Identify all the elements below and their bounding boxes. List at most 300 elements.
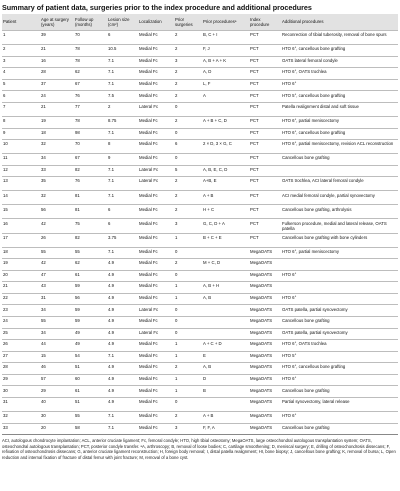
additional-procedures-cell: HTO 6°, partial meniscectomy xyxy=(281,116,398,128)
prior-procedures-cell: B xyxy=(202,386,249,398)
prior-procedures-cell: A + B xyxy=(202,191,249,205)
lesion-size-cell: 4.9 xyxy=(107,316,138,328)
localization-cell: Medial Fc xyxy=(138,205,174,219)
prior-surgeries-cell: 1 xyxy=(174,386,202,398)
age-cell: 42 xyxy=(40,259,74,271)
column-header: Prior proceduresᵃ xyxy=(202,14,249,31)
table-body xyxy=(2,31,398,435)
age-cell: 32 xyxy=(40,191,74,205)
prior-procedures-cell: F, J xyxy=(202,45,249,57)
index-procedure-cell: PCT xyxy=(249,233,281,247)
table-row xyxy=(2,247,398,259)
prior-surgeries-cell: 2 xyxy=(174,68,202,80)
age-cell: 20 xyxy=(40,423,74,434)
age-cell: 42 xyxy=(40,219,74,233)
follow-up-cell: 60 xyxy=(74,374,107,386)
additional-procedures-cell: HTO 5° xyxy=(281,351,398,363)
lesion-size-cell: 7.1 xyxy=(107,423,138,434)
prior-procedures-cell xyxy=(202,397,249,411)
index-procedure-cell: MegaOATS xyxy=(249,397,281,411)
follow-up-cell: 82 xyxy=(74,233,107,247)
follow-up-cell: 62 xyxy=(74,68,107,80)
prior-procedures-cell: B + C + E xyxy=(202,233,249,247)
index-procedure-cell: PCT xyxy=(249,128,281,140)
column-header: Prior surgeries xyxy=(174,14,202,31)
follow-up-cell: 81 xyxy=(74,205,107,219)
age-cell: 32 xyxy=(40,140,74,154)
patient-cell: 25 xyxy=(2,328,40,340)
patient-cell: 16 xyxy=(2,219,40,233)
additional-procedures-cell xyxy=(281,165,398,177)
prior-surgeries-cell: 1 xyxy=(174,282,202,294)
follow-up-cell: 55 xyxy=(74,247,107,259)
localization-cell: Medial Fc xyxy=(138,247,174,259)
table-row xyxy=(2,328,398,340)
lesion-size-cell: 4.9 xyxy=(107,270,138,282)
prior-surgeries-cell: 2 xyxy=(174,411,202,423)
localization-cell: Medial Fc xyxy=(138,140,174,154)
additional-procedures-cell: Cancellous bone grafting, arthrolysis xyxy=(281,205,398,219)
header-row xyxy=(2,14,398,31)
table-row xyxy=(2,305,398,317)
follow-up-cell: 70 xyxy=(74,31,107,45)
prior-surgeries-cell: 1 xyxy=(174,374,202,386)
lesion-size-cell: 6 xyxy=(107,205,138,219)
patient-cell: 3 xyxy=(2,56,40,68)
index-procedure-cell: PCT xyxy=(249,140,281,154)
lesion-size-cell: 4.9 xyxy=(107,340,138,352)
follow-up-cell: 55 xyxy=(74,411,107,423)
prior-procedures-cell: E xyxy=(202,351,249,363)
prior-surgeries-cell: 2 xyxy=(174,191,202,205)
index-procedure-cell: MegaOATS xyxy=(249,282,281,294)
index-procedure-cell: PCT xyxy=(249,91,281,103)
age-cell: 21 xyxy=(40,102,74,116)
additional-procedures-cell: HTO 6° xyxy=(281,270,398,282)
patient-cell: 22 xyxy=(2,293,40,305)
prior-procedures-cell: A, B xyxy=(202,293,249,305)
table-row xyxy=(2,386,398,398)
age-cell: 28 xyxy=(40,68,74,80)
lesion-size-cell: 4.9 xyxy=(107,282,138,294)
table-row xyxy=(2,116,398,128)
follow-up-cell: 49 xyxy=(74,340,107,352)
table-row xyxy=(2,177,398,191)
follow-up-cell: 59 xyxy=(74,316,107,328)
follow-up-cell: 49 xyxy=(74,328,107,340)
prior-surgeries-cell: 2 xyxy=(174,205,202,219)
localization-cell: Lateral Fc xyxy=(138,177,174,191)
localization-cell: Lateral Fc xyxy=(138,165,174,177)
prior-procedures-cell xyxy=(202,154,249,166)
localization-cell: Medial Fc xyxy=(138,351,174,363)
table-row xyxy=(2,233,398,247)
lesion-size-cell: 7.1 xyxy=(107,351,138,363)
age-cell: 19 xyxy=(40,116,74,128)
patient-cell: 18 xyxy=(2,247,40,259)
follow-up-cell: 76 xyxy=(74,91,107,103)
prior-surgeries-cell: 0 xyxy=(174,154,202,166)
index-procedure-cell: PCT xyxy=(249,191,281,205)
additional-procedures-cell: Patella realignment distal and soft tissue xyxy=(281,102,398,116)
lesion-size-cell: 7.1 xyxy=(107,128,138,140)
localization-cell: Medial Fc xyxy=(138,363,174,375)
patient-cell: 13 xyxy=(2,177,40,191)
lesion-size-cell: 4.9 xyxy=(107,374,138,386)
localization-cell: Medial Fc xyxy=(138,293,174,305)
additional-procedures-cell: Cancellous bone grafting xyxy=(281,423,398,434)
column-header: Localization xyxy=(138,14,174,31)
patient-cell: 11 xyxy=(2,154,40,166)
additional-procedures-cell: HTO 5°, cancellous bone grafting xyxy=(281,91,398,103)
column-header: Lesion size (cm²) xyxy=(107,14,138,31)
index-procedure-cell: PCT xyxy=(249,45,281,57)
lesion-size-cell: 10.5 xyxy=(107,45,138,57)
prior-surgeries-cell: 6 xyxy=(174,140,202,154)
prior-procedures-cell: L, F xyxy=(202,79,249,91)
additional-procedures-cell xyxy=(281,282,398,294)
index-procedure-cell: PCT xyxy=(249,165,281,177)
localization-cell: Lateral Fc xyxy=(138,328,174,340)
additional-procedures-cell xyxy=(281,259,398,271)
lesion-size-cell: 2 xyxy=(107,102,138,116)
prior-procedures-cell xyxy=(202,102,249,116)
patient-cell: 32 xyxy=(2,411,40,423)
age-cell: 55 xyxy=(40,247,74,259)
lesion-size-cell: 7.1 xyxy=(107,68,138,80)
prior-procedures-cell: A, D xyxy=(202,68,249,80)
prior-surgeries-cell: 1 xyxy=(174,351,202,363)
prior-procedures-cell xyxy=(202,328,249,340)
lesion-size-cell: 7.1 xyxy=(107,177,138,191)
prior-surgeries-cell: 2 xyxy=(174,79,202,91)
patient-cell: 23 xyxy=(2,305,40,317)
follow-up-cell: 58 xyxy=(74,423,107,434)
additional-procedures-cell: OATS patella, partial synovectomy xyxy=(281,305,398,317)
index-procedure-cell: MegaOATS xyxy=(249,305,281,317)
prior-procedures-cell: A xyxy=(202,91,249,103)
age-cell: 34 xyxy=(40,328,74,340)
follow-up-cell: 51 xyxy=(74,397,107,411)
index-procedure-cell: MegaOATS xyxy=(249,351,281,363)
prior-procedures-cell: F, F, A xyxy=(202,423,249,434)
patient-cell: 31 xyxy=(2,397,40,411)
localization-cell: Medial Fc xyxy=(138,270,174,282)
patient-cell: 15 xyxy=(2,205,40,219)
prior-surgeries-cell: 1 xyxy=(174,233,202,247)
prior-surgeries-cell: 0 xyxy=(174,102,202,116)
lesion-size-cell: 8.75 xyxy=(107,116,138,128)
lesion-size-cell: 7.1 xyxy=(107,411,138,423)
localization-cell: Medial Fc xyxy=(138,233,174,247)
prior-surgeries-cell: 0 xyxy=(174,328,202,340)
additional-procedures-cell: Partial synovectomy, lateral release xyxy=(281,397,398,411)
lesion-size-cell: 4.9 xyxy=(107,363,138,375)
localization-cell: Medial Fc xyxy=(138,423,174,434)
index-procedure-cell: MegaOATS xyxy=(249,247,281,259)
follow-up-cell: 61 xyxy=(74,270,107,282)
lesion-size-cell: 7.1 xyxy=(107,56,138,68)
follow-up-cell: 51 xyxy=(74,363,107,375)
index-procedure-cell: PCT xyxy=(249,68,281,80)
index-procedure-cell: MegaOATS xyxy=(249,411,281,423)
localization-cell: Medial Fc xyxy=(138,259,174,271)
patient-cell: 5 xyxy=(2,79,40,91)
additional-procedures-cell: HTO 6°, partial meniscectomy xyxy=(281,247,398,259)
prior-surgeries-cell: 1 xyxy=(174,293,202,305)
table-row xyxy=(2,56,398,68)
table-row xyxy=(2,140,398,154)
lesion-size-cell: 7.1 xyxy=(107,191,138,205)
index-procedure-cell: PCT xyxy=(249,205,281,219)
follow-up-cell: 59 xyxy=(74,282,107,294)
age-cell: 21 xyxy=(40,45,74,57)
patient-cell: 1 xyxy=(2,31,40,45)
index-procedure-cell: PCT xyxy=(249,31,281,45)
age-cell: 31 xyxy=(40,293,74,305)
table-row xyxy=(2,411,398,423)
index-procedure-cell: MegaOATS xyxy=(249,340,281,352)
table-row xyxy=(2,293,398,305)
additional-procedures-cell: OATS trochlea, ACI lateral femoral condyle xyxy=(281,177,398,191)
localization-cell: Medial Fc xyxy=(138,91,174,103)
lesion-size-cell: 4.9 xyxy=(107,259,138,271)
localization-cell: Medial Fc xyxy=(138,386,174,398)
prior-surgeries-cell: 0 xyxy=(174,270,202,282)
localization-cell: Medial Fc xyxy=(138,316,174,328)
follow-up-cell: 56 xyxy=(74,293,107,305)
lesion-size-cell: 7.1 xyxy=(107,247,138,259)
table-row xyxy=(2,270,398,282)
prior-procedures-cell xyxy=(202,305,249,317)
prior-procedures-cell: A, B xyxy=(202,363,249,375)
prior-surgeries-cell: 3 xyxy=(174,423,202,434)
additional-procedures-cell: HTO 6°, partial meniscectomy, revision ACL reconstruction xyxy=(281,140,398,154)
patient-cell: 7 xyxy=(2,102,40,116)
table-row xyxy=(2,205,398,219)
age-cell: 16 xyxy=(40,56,74,68)
patient-cell: 30 xyxy=(2,386,40,398)
table-row xyxy=(2,191,398,205)
additional-procedures-cell: Cancellous bone grafting xyxy=(281,154,398,166)
prior-procedures-cell xyxy=(202,270,249,282)
localization-cell: Medial Fc xyxy=(138,128,174,140)
prior-procedures-cell xyxy=(202,128,249,140)
table-title: Summary of patient data, surgeries prior to the index procedure and additional procedures xyxy=(2,3,312,12)
additional-procedures-cell: OATS patella, partial synovectomy xyxy=(281,328,398,340)
age-cell: 26 xyxy=(40,233,74,247)
lesion-size-cell: 4.9 xyxy=(107,293,138,305)
column-header: Follow up (months) xyxy=(74,14,107,31)
index-procedure-cell: MegaOATS xyxy=(249,386,281,398)
additional-procedures-cell: HTO 6° xyxy=(281,79,398,91)
table-row xyxy=(2,68,398,80)
localization-cell: Medial Fc xyxy=(138,374,174,386)
lesion-size-cell: 3.75 xyxy=(107,233,138,247)
age-cell: 29 xyxy=(40,386,74,398)
prior-procedures-cell: A + B xyxy=(202,411,249,423)
age-cell: 40 xyxy=(40,397,74,411)
age-cell: 15 xyxy=(40,351,74,363)
prior-surgeries-cell: 2 xyxy=(174,31,202,45)
index-procedure-cell: MegaOATS xyxy=(249,259,281,271)
patient-cell: 28 xyxy=(2,363,40,375)
prior-surgeries-cell: 2 xyxy=(174,116,202,128)
age-cell: 30 xyxy=(40,411,74,423)
index-procedure-cell: PCT xyxy=(249,79,281,91)
follow-up-cell: 81 xyxy=(74,191,107,205)
additional-procedures-cell: HTO 6°, cancellous bone grafting xyxy=(281,128,398,140)
table-row xyxy=(2,340,398,352)
lesion-size-cell: 4.9 xyxy=(107,397,138,411)
prior-surgeries-cell: 2 xyxy=(174,363,202,375)
prior-procedures-cell: D xyxy=(202,374,249,386)
patient-cell: 9 xyxy=(2,128,40,140)
follow-up-cell: 77 xyxy=(74,102,107,116)
age-cell: 18 xyxy=(40,128,74,140)
lesion-size-cell: 9 xyxy=(107,154,138,166)
patient-cell: 8 xyxy=(2,116,40,128)
prior-procedures-cell: A, B + A + K xyxy=(202,56,249,68)
patient-cell: 6 xyxy=(2,91,40,103)
additional-procedures-cell: OATS lateral femoral condyle xyxy=(281,56,398,68)
prior-surgeries-cell: 0 xyxy=(174,305,202,317)
table-row xyxy=(2,397,398,411)
additional-procedures-cell: Cancellous bone grafting xyxy=(281,316,398,328)
prior-procedures-cell: A+B, E xyxy=(202,177,249,191)
patient-cell: 12 xyxy=(2,165,40,177)
follow-up-cell: 67 xyxy=(74,79,107,91)
follow-up-cell: 82 xyxy=(74,165,107,177)
lesion-size-cell: 4.9 xyxy=(107,328,138,340)
table-row xyxy=(2,79,398,91)
table-row xyxy=(2,45,398,57)
lesion-size-cell: 8 xyxy=(107,140,138,154)
prior-surgeries-cell: 0 xyxy=(174,397,202,411)
additional-procedures-cell: HTO 6°, cancellous bone grafting xyxy=(281,363,398,375)
prior-surgeries-cell: 0 xyxy=(174,128,202,140)
localization-cell: Medial Fc xyxy=(138,45,174,57)
localization-cell: Lateral Fc xyxy=(138,305,174,317)
index-procedure-cell: PCT xyxy=(249,56,281,68)
table-row xyxy=(2,165,398,177)
prior-procedures-cell: A + C + D xyxy=(202,340,249,352)
additional-procedures-cell: ACI medial femoral condyle, partial synovectomy xyxy=(281,191,398,205)
patient-cell: 19 xyxy=(2,259,40,271)
prior-procedures-cell: A, B, E, C, D xyxy=(202,165,249,177)
patient-cell: 20 xyxy=(2,270,40,282)
lesion-size-cell: 4.9 xyxy=(107,305,138,317)
prior-surgeries-cell: 2 xyxy=(174,259,202,271)
prior-procedures-cell: G, C, D + A xyxy=(202,219,249,233)
additional-procedures-cell: HTO 6° xyxy=(281,374,398,386)
additional-procedures-cell: Cancellous bone grafting with bone cylinders xyxy=(281,233,398,247)
additional-procedures-cell: HTO 6°, OATS trochlea xyxy=(281,340,398,352)
table-row xyxy=(2,316,398,328)
localization-cell: Medial Fc xyxy=(138,56,174,68)
patient-cell: 27 xyxy=(2,351,40,363)
lesion-size-cell: 6 xyxy=(107,219,138,233)
prior-procedures-cell: B, C + I xyxy=(202,31,249,45)
prior-surgeries-cell: 3 xyxy=(174,56,202,68)
lesion-size-cell: 7.1 xyxy=(107,79,138,91)
patient-cell: 14 xyxy=(2,191,40,205)
follow-up-cell: 75 xyxy=(74,219,107,233)
patient-cell: 33 xyxy=(2,423,40,434)
index-procedure-cell: MegaOATS xyxy=(249,293,281,305)
additional-procedures-cell: Reconrection of tibial tuberosity, removal of bone spurs xyxy=(281,31,398,45)
age-cell: 43 xyxy=(40,282,74,294)
age-cell: 44 xyxy=(40,340,74,352)
follow-up-cell: 78 xyxy=(74,56,107,68)
index-procedure-cell: MegaOATS xyxy=(249,328,281,340)
patient-cell: 17 xyxy=(2,233,40,247)
lesion-size-cell: 7.5 xyxy=(107,91,138,103)
index-procedure-cell: PCT xyxy=(249,154,281,166)
additional-procedures-cell: Fulkerson procedure, medial and lateral release, OATS patella xyxy=(281,219,398,233)
follow-up-cell: 78 xyxy=(74,45,107,57)
column-header: Additional procedures xyxy=(281,14,398,31)
column-header: Age at surgery (years) xyxy=(40,14,74,31)
additional-procedures-cell: HTO 6° xyxy=(281,293,398,305)
prior-surgeries-cell: 0 xyxy=(174,316,202,328)
follow-up-cell: 76 xyxy=(74,177,107,191)
index-procedure-cell: MegaOATS xyxy=(249,316,281,328)
age-cell: 57 xyxy=(40,374,74,386)
table-row xyxy=(2,128,398,140)
age-cell: 47 xyxy=(40,270,74,282)
localization-cell: Medial Fc xyxy=(138,340,174,352)
prior-procedures-cell xyxy=(202,316,249,328)
lesion-size-cell: 4.9 xyxy=(107,386,138,398)
table-row xyxy=(2,91,398,103)
patient-cell: 10 xyxy=(2,140,40,154)
age-cell: 33 xyxy=(40,165,74,177)
column-header: Index procedure xyxy=(249,14,281,31)
lesion-size-cell: 6 xyxy=(107,31,138,45)
table-row xyxy=(2,31,398,45)
localization-cell: Medial Fc xyxy=(138,31,174,45)
localization-cell: Medial Fc xyxy=(138,219,174,233)
prior-surgeries-cell: 2 xyxy=(174,91,202,103)
table-row xyxy=(2,363,398,375)
age-cell: 35 xyxy=(40,177,74,191)
prior-surgeries-cell: 2 xyxy=(174,177,202,191)
prior-surgeries-cell: 2 xyxy=(174,45,202,57)
table-row xyxy=(2,219,398,233)
table-row xyxy=(2,282,398,294)
localization-cell: Lateral Fc xyxy=(138,102,174,116)
index-procedure-cell: MegaOATS xyxy=(249,270,281,282)
localization-cell: Medial Fc xyxy=(138,191,174,205)
localization-cell: Medial Fc xyxy=(138,79,174,91)
patient-cell: 24 xyxy=(2,316,40,328)
table-row xyxy=(2,423,398,434)
age-cell: 56 xyxy=(40,205,74,219)
follow-up-cell: 70 xyxy=(74,140,107,154)
patient-cell: 2 xyxy=(2,45,40,57)
follow-up-cell: 59 xyxy=(74,305,107,317)
patient-cell: 26 xyxy=(2,340,40,352)
localization-cell: Medial Fc xyxy=(138,154,174,166)
additional-procedures-cell: HTO 6° xyxy=(281,411,398,423)
follow-up-cell: 62 xyxy=(74,259,107,271)
table-row xyxy=(2,351,398,363)
index-procedure-cell: PCT xyxy=(249,116,281,128)
follow-up-cell: 78 xyxy=(74,116,107,128)
index-procedure-cell: PCT xyxy=(249,102,281,116)
age-cell: 37 xyxy=(40,79,74,91)
